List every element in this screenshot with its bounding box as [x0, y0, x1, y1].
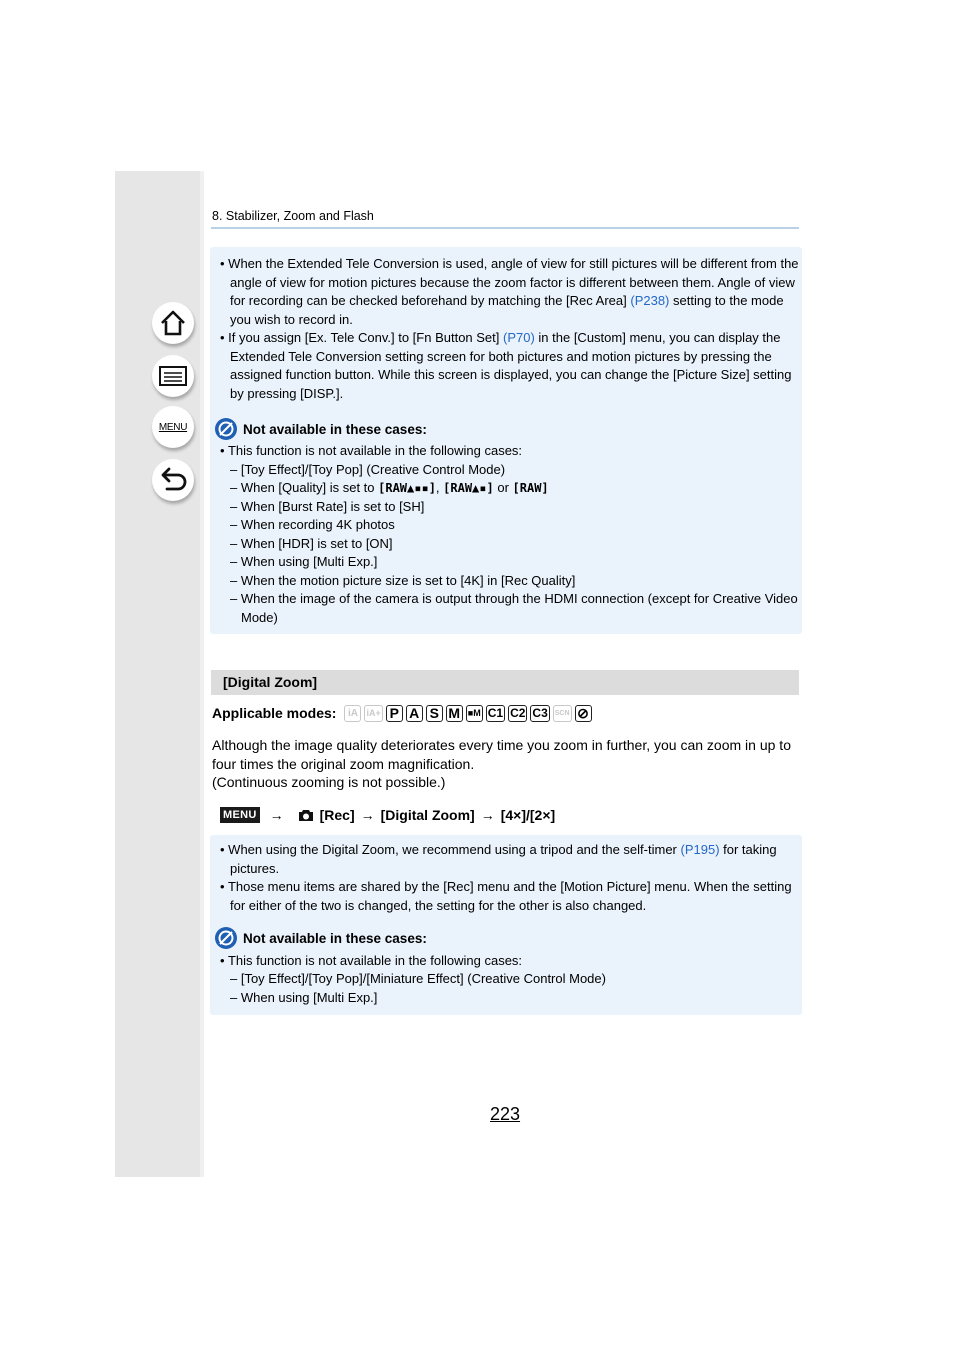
list-icon	[158, 364, 188, 388]
menu-path-values: [4×]/[2×]	[500, 807, 556, 823]
back-button[interactable]	[152, 459, 194, 501]
na-intro: • This function is not available in the following cases:	[220, 443, 523, 458]
arrow-icon: →	[360, 807, 375, 823]
raw-quality-icon: [RAW]	[512, 481, 549, 495]
page-link-p238[interactable]: (P238)	[630, 293, 670, 308]
mode-creative-video-icon: ■M	[466, 705, 483, 722]
na-list-item: – When using [Multi Exp.]	[230, 990, 378, 1005]
menu-path-item: [Digital Zoom]	[380, 807, 475, 823]
na-list-item: – When recording 4K photos	[230, 517, 395, 532]
na-intro: • This function is not available in the following cases:	[220, 953, 523, 968]
na-list-item: – [Toy Effect]/[Toy Pop] (Creative Control Mode)	[230, 462, 506, 477]
camera-icon	[298, 808, 314, 822]
section-title: 8. Stabilizer, Zoom and Flash	[212, 209, 374, 223]
note-paragraph: • When using the Digital Zoom, we recommend using a tripod and the self-timer (P195) for taking pictures.	[220, 842, 777, 876]
na-list-item: – When using [Multi Exp.]	[230, 554, 378, 569]
mode-s-icon: S	[426, 705, 443, 722]
mode-p-icon: P	[386, 705, 403, 722]
applicable-modes-row: Applicable modes: iA iA+ P A S M ■M C1 C2 C3 SCN ⊘	[212, 702, 595, 724]
na-list-item: – When the motion picture size is set to [4K] in [Rec Quality]	[230, 573, 576, 588]
na-list-item: – When [HDR] is set to [ON]	[230, 536, 393, 551]
page-number: 223	[490, 1104, 521, 1124]
home-button[interactable]	[152, 302, 194, 344]
na-list-item: – [Toy Effect]/[Toy Pop]/[Miniature Effect] (Creative Control Mode)	[230, 971, 606, 986]
menu-button-label: MENU	[158, 421, 188, 433]
mode-ia-icon: iA	[344, 705, 361, 722]
raw-fine-quality-icon: [RAW▲▪▪]	[378, 481, 436, 495]
digital-zoom-heading: [Digital Zoom]	[211, 670, 799, 695]
note-box-extended-tele	[210, 247, 802, 634]
not-available-icon	[214, 417, 238, 441]
note-paragraph: • Those menu items are shared by the [Rec] menu and the [Motion Picture] menu. When the setting for either of the two is changed, the setting for the other is also changed.	[220, 879, 792, 913]
arrow-icon: →	[269, 807, 284, 823]
arrow-icon: →	[480, 807, 495, 823]
raw-standard-quality-icon: [RAW▲▪]	[443, 481, 494, 495]
page-link-p70[interactable]: (P70)	[503, 330, 535, 345]
menu-badge: MENU	[220, 807, 260, 823]
mode-scene-guide-icon: SCN	[553, 705, 572, 722]
mode-c2-icon: C2	[510, 706, 526, 720]
not-available-heading: Not available in these cases:	[214, 926, 427, 950]
contents-button[interactable]	[152, 355, 194, 397]
mode-ia-plus-icon: iA+	[364, 705, 382, 722]
page-link-p195[interactable]: (P195)	[680, 842, 720, 857]
mode-m-icon: M	[446, 705, 463, 722]
not-available-icon	[214, 926, 238, 950]
menu-button[interactable]	[152, 406, 194, 448]
menu-path-rec: [Rec]	[319, 807, 355, 823]
na-list-item: – When [Burst Rate] is set to [SH]	[230, 499, 425, 514]
not-available-heading: Not available in these cases:	[214, 417, 427, 441]
sidebar-edge	[200, 171, 204, 1177]
back-arrow-icon	[159, 466, 187, 494]
note-paragraph: • If you assign [Ex. Tele Conv.] to [Fn Button Set] (P70) in the [Custom] menu, you can display the Extended Tele Conversion setting screen for both pictures and motion pictures by pressing the assigned function button. While this screen is displayed, you can change the [Picture Size] setting by pressing [DISP.].	[220, 330, 792, 401]
na-list-item: – When the image of the camera is output through the HDMI connection (except for Creative Video Mode)	[230, 591, 798, 625]
na-list-item: – When [Quality] is set to [RAW▲▪▪], [RAW▲▪] or [RAW]	[230, 480, 549, 495]
note-box-digital-zoom	[210, 835, 802, 1015]
mode-c1-icon: C1	[487, 706, 504, 720]
mode-creative-control-icon: ⊘	[575, 705, 592, 722]
header-rule	[211, 227, 799, 229]
mode-a-icon: A	[406, 705, 423, 722]
home-icon	[159, 309, 187, 337]
digital-zoom-description: Although the image quality deteriorates every time you zoom in further, you can zoom in up to four times the original zoom magnification.	[212, 737, 791, 772]
mode-c3-icon: C3	[532, 706, 548, 720]
digital-zoom-note: (Continuous zooming is not possible.)	[212, 774, 446, 790]
menu-path	[220, 805, 555, 825]
note-paragraph: • When the Extended Tele Conversion is used, angle of view for still pictures will be different from the angle of view for motion pictures because the zoom factor is different between them. Angle of view for recording can be checked beforehand by matching the [Rec Area] (P238) setting to the mode you wish to record in.	[220, 256, 799, 327]
